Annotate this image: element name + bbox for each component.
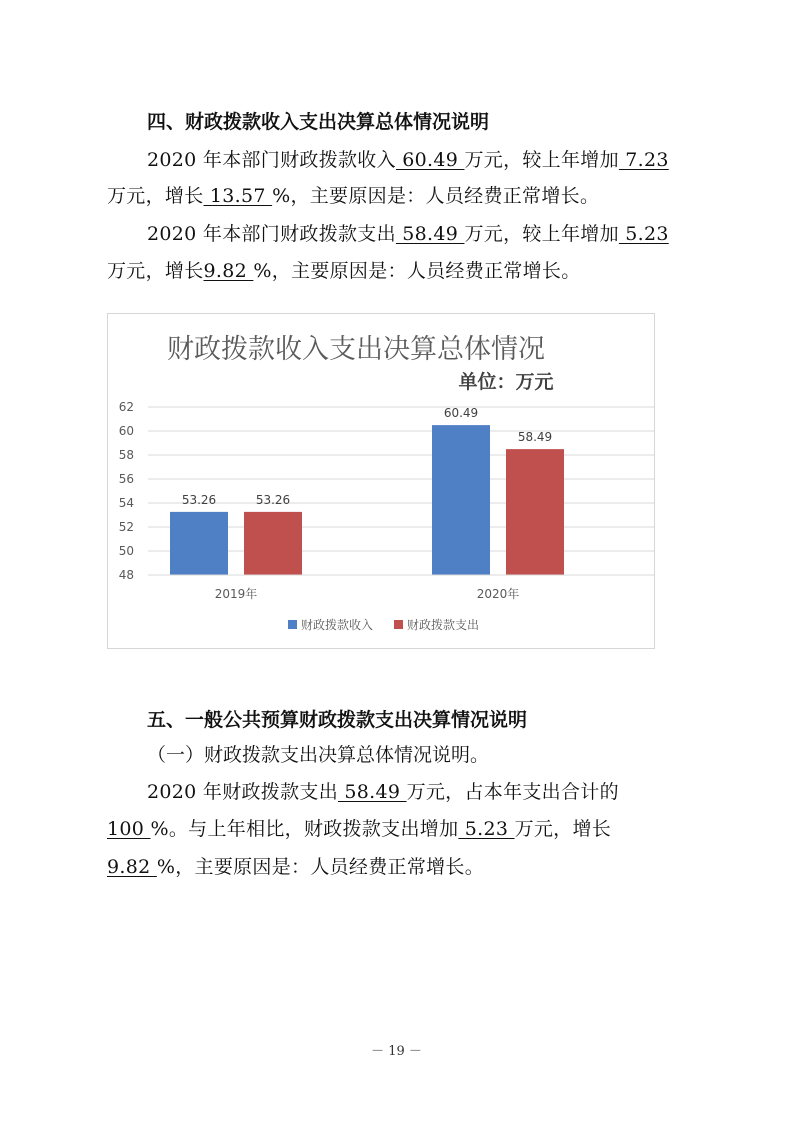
section-5-heading: 五、一般公共预算财政拨款支出决算情况说明 xyxy=(147,709,528,731)
y-tick-label: 56 xyxy=(118,472,134,486)
page-number: － 19 － xyxy=(371,1044,422,1059)
revenue-2020-value: 60.49 xyxy=(395,149,465,171)
data-label: 58.49 xyxy=(517,430,553,445)
text: 万元，较上年增加 xyxy=(464,149,619,171)
budget-increase-value: 5.23 xyxy=(458,818,515,840)
text: 2020 年本部门财政拨款支出 xyxy=(147,223,396,245)
bar-revenue-1 xyxy=(432,425,490,575)
text: 万元，增长 xyxy=(514,818,612,840)
subsection-1-heading: （一）财政拨款支出决算总体情况说明。 xyxy=(147,744,490,766)
text: 万元，占本年支出合计的 xyxy=(406,781,619,803)
text: 万元，增长 xyxy=(107,185,204,207)
expense-increase-value: 5.23 xyxy=(618,223,669,245)
budget-expense-value: 58.49 xyxy=(338,781,407,803)
text: %，主要原因是：人员经费正常增长。 xyxy=(253,260,581,282)
budget-paragraph-line2 xyxy=(107,814,611,841)
x-tick-label: 2019年 xyxy=(214,587,258,601)
expense-2020-value: 58.49 xyxy=(395,223,465,245)
y-tick-label: 60 xyxy=(118,424,134,438)
bar-revenue-0 xyxy=(170,512,228,575)
legend-swatch xyxy=(288,620,297,629)
x-axis-labels xyxy=(148,575,654,601)
budget-paragraph-line3 xyxy=(107,852,484,879)
revenue-paragraph-line1 xyxy=(147,145,669,172)
legend-swatch xyxy=(394,620,403,629)
text: 2020 年财政拨款支出 xyxy=(147,781,338,803)
text: 万元，增长 xyxy=(107,260,204,282)
y-tick-label: 48 xyxy=(118,568,134,582)
chart-subtitle: 单位：万元 xyxy=(458,371,554,393)
y-tick-label: 54 xyxy=(118,496,134,510)
text: 2020 年本部门财政拨款收入 xyxy=(147,149,396,171)
budget-paragraph-line1 xyxy=(147,777,619,804)
legend-label: 财政拨款收入 xyxy=(301,618,374,632)
y-axis-ticks xyxy=(119,400,134,582)
y-tick-label: 62 xyxy=(118,400,134,414)
revenue-increase-value: 7.23 xyxy=(618,149,669,171)
text: 万元，较上年增加 xyxy=(464,223,619,245)
bar-expense-1 xyxy=(506,449,564,575)
section-4-heading: 四、财政拨款收入支出决算总体情况说明 xyxy=(147,111,490,133)
y-tick-label: 58 xyxy=(118,448,134,462)
y-tick-label: 52 xyxy=(118,520,134,534)
chart-legend xyxy=(288,617,479,632)
data-label: 53.26 xyxy=(181,492,217,507)
y-tick-label: 50 xyxy=(118,544,134,558)
expense-paragraph-line2 xyxy=(107,256,581,283)
legend-label: 财政拨款支出 xyxy=(407,618,480,632)
bar-chart xyxy=(107,313,655,649)
text: %，主要原因是：人员经费正常增长。 xyxy=(272,185,600,207)
text: %。与上年相比，财政拨款支出增加 xyxy=(150,818,459,840)
expense-paragraph-line1 xyxy=(147,219,669,246)
budget-share-value: 100 xyxy=(107,818,151,840)
data-label: 60.49 xyxy=(443,406,479,421)
data-label: 53.26 xyxy=(255,492,291,507)
x-tick-label: 2020年 xyxy=(476,587,520,601)
budget-growth-value: 9.82 xyxy=(107,856,157,878)
text: %，主要原因是：人员经费正常增长。 xyxy=(156,856,485,878)
chart-canvas xyxy=(108,314,654,648)
revenue-growth-value: 13.57 xyxy=(203,185,273,207)
revenue-paragraph-line2 xyxy=(107,181,599,208)
chart-title: 财政拨款收入支出决算总体情况 xyxy=(167,334,545,365)
bar-expense-0 xyxy=(244,512,302,575)
expense-growth-value: 9.82 xyxy=(203,260,254,282)
